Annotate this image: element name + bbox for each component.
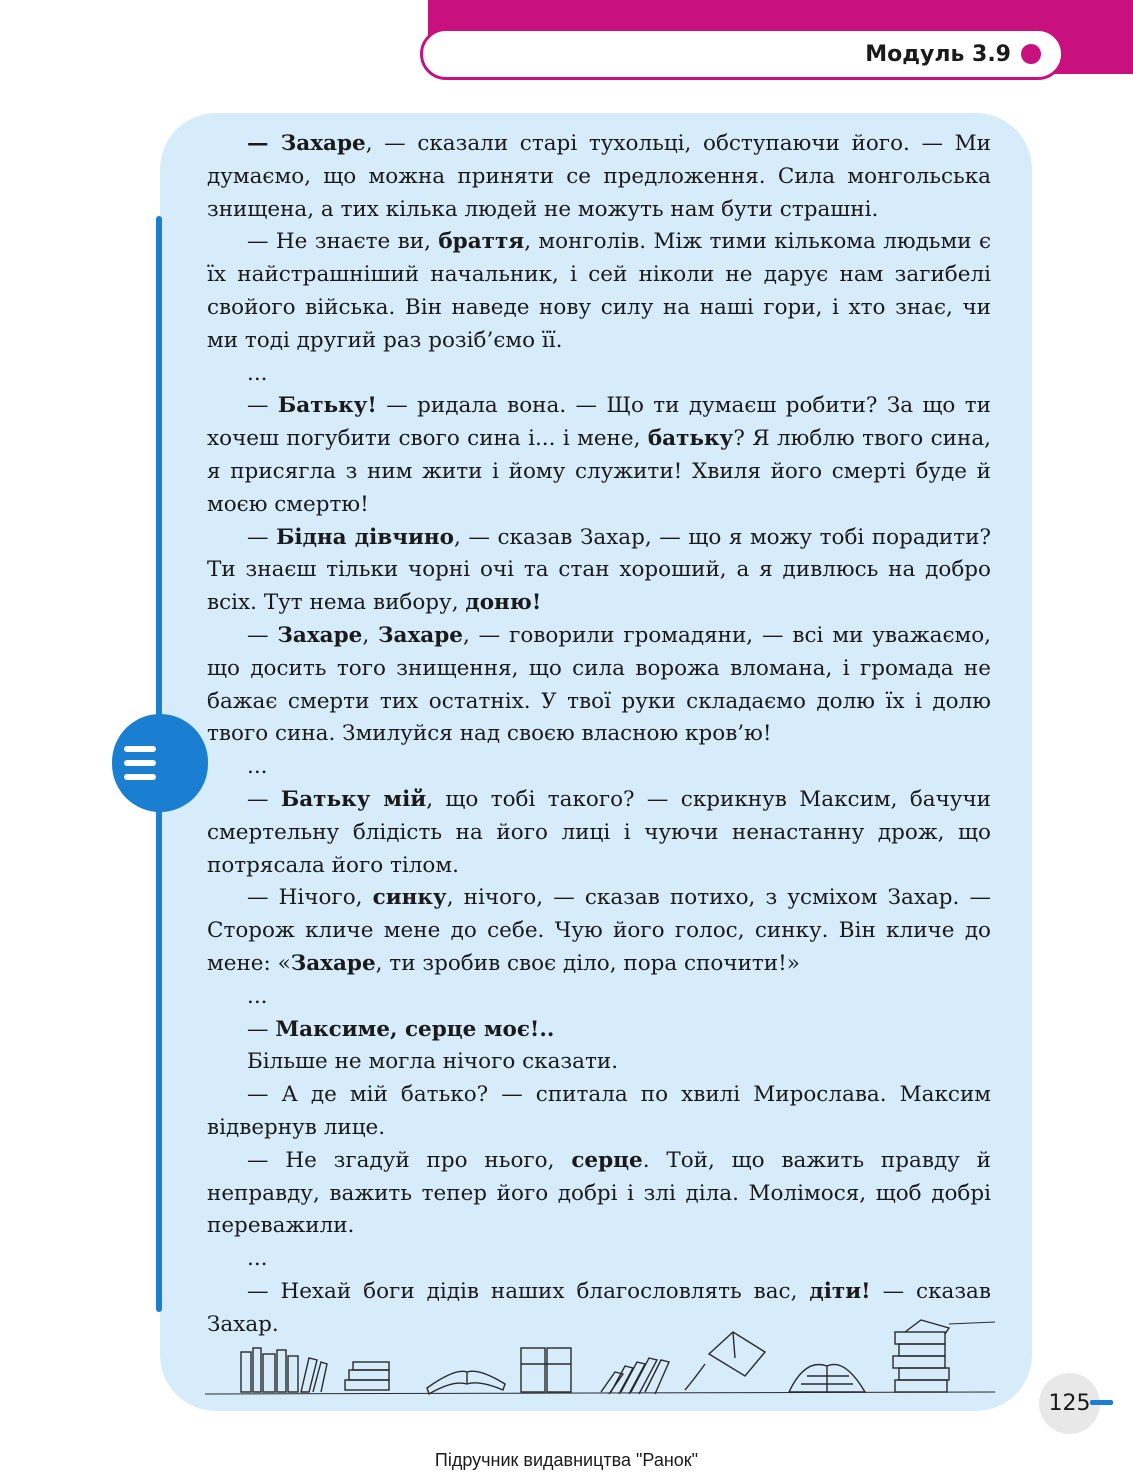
- bold-text: діти!: [809, 1278, 871, 1304]
- bold-text: Захаре: [277, 622, 363, 648]
- text-run: —: [247, 393, 278, 419]
- module-dot-icon: [1021, 44, 1041, 64]
- story-paragraph: [207, 226, 991, 357]
- story-paragraph: [207, 1046, 991, 1079]
- text-run: —: [247, 786, 281, 812]
- page-number: 125: [1039, 1373, 1100, 1434]
- bold-text: —: [247, 131, 281, 156]
- page-number-dash: [1090, 1400, 1113, 1405]
- text-run: , — сказали старі тухольці, обступаючи його. — Ми думаємо, що можна приняти се предложення. Сила монгольська знищена, а тих кілька людей не можуть нам бути страшні.: [207, 131, 991, 222]
- text-run: — Нехай боги дідів наших благословлять вас,: [247, 1278, 810, 1304]
- text-run: — А де мій батько? — спитала по хвилі Мирослава. Максим відвернув лице.: [207, 1082, 991, 1140]
- text-run: , монголів. Між тими кількома людьми є їх найстрашніший начальник, і сей ніколи не дарує нам загибелі свойого війська. Він наведе нову силу на наші гори, і хто знає, чи ми тоді другий раз розіб’ємо її.: [207, 229, 991, 353]
- publisher-footer: Підручник видавництва "Ранок": [434, 1450, 699, 1470]
- bold-text: браття: [438, 229, 525, 255]
- text-run: — сказав Захар.: [207, 1278, 991, 1337]
- text-run: , ти зробив своє діло, пора спочити!»: [375, 950, 800, 976]
- bold-text: батьку: [647, 426, 734, 452]
- story-paragraph: [207, 1243, 991, 1276]
- text-run: — Не згадуй про нього,: [247, 1147, 572, 1173]
- text-run: ...: [247, 360, 268, 386]
- text-run: — ридала вона. — Що ти думаєш робити? За що ти хочеш погубити свого сина і... і мене,: [207, 393, 991, 452]
- story-paragraph: [207, 358, 991, 391]
- story-paragraph: [207, 522, 991, 620]
- menu-icon[interactable]: [124, 746, 156, 780]
- books-illustration: [205, 1318, 995, 1398]
- text-run: , що тобі такого? — скрикнув Максим, бачучи смертельну блідість на його лиці і чуючи ненастанну дрож, що потрясала його тілом.: [207, 786, 991, 878]
- text-run: , — говорили громадяни, — всі ми уважаємо, що досить того знищення, що сила ворожа вломана, і громада не бажає смерти тих остатніх. У твої руки складаємо долю їх і долю твого сина. Змилуйся над своєю власною кров’ю!: [207, 622, 991, 747]
- story-paragraph: [207, 620, 991, 751]
- text-run: , — сказав Захар, — що я можу тобі порадити? Ти знаєш тільки чорні очі та стан хороший, а я дивлюсь на добро всіх. Тут нема вибору,: [207, 524, 992, 616]
- story-paragraph: [207, 1145, 991, 1243]
- bold-text: Захаре: [280, 131, 366, 156]
- text-run: — Нічого,: [247, 885, 373, 911]
- story-paragraph: [207, 390, 991, 521]
- story-paragraph: [207, 128, 991, 226]
- bold-text: Бідна дівчино: [276, 524, 455, 550]
- story-paragraph: [207, 882, 991, 980]
- text-run: , нічого, — сказав потихо, з усміхом Захар. — Сторож кличе мене до себе. Чую його голос, синку. Він кличе до мене: «: [207, 885, 992, 976]
- text-run: ? Я люблю твого сина, я присягла з ним жити і йому служити! Хвиля його смерті буде й моєю смертю!: [207, 426, 991, 517]
- story-paragraph: [207, 751, 991, 784]
- text-run: ...: [247, 1246, 268, 1272]
- bold-text: Захаре: [378, 622, 463, 648]
- text-run: —: [247, 1016, 276, 1042]
- bold-text: серце: [571, 1147, 643, 1173]
- story-paragraph: [207, 1014, 991, 1047]
- text-run: Більше не могла нічого сказати.: [247, 1049, 619, 1075]
- story-paragraph: [207, 1079, 991, 1145]
- module-badge: [420, 28, 1064, 80]
- text-run: —: [247, 524, 277, 550]
- story-paragraph: [207, 784, 991, 882]
- text-run: . Той, що важить правду й неправду, важить тепер його добрі і злі діла. Молімося, щоб добрі переважили.: [207, 1147, 992, 1239]
- text-run: ...: [247, 983, 268, 1009]
- text-run: — Не знаєте ви,: [247, 229, 439, 255]
- text-run: —: [247, 622, 278, 648]
- bold-text: синку: [372, 885, 447, 911]
- bold-text: Максиме, серце моє!..: [275, 1016, 555, 1042]
- text-run: ...: [247, 754, 268, 780]
- bold-text: Батьку!: [277, 393, 377, 419]
- text-run: ,: [362, 622, 379, 648]
- story-text: [207, 128, 991, 1341]
- bold-text: Захаре: [290, 950, 376, 976]
- bold-text: Батьку мій: [280, 786, 427, 812]
- module-label: Модуль 3.9: [865, 41, 1011, 67]
- story-paragraph: [207, 981, 991, 1014]
- bold-text: доню!: [465, 590, 542, 616]
